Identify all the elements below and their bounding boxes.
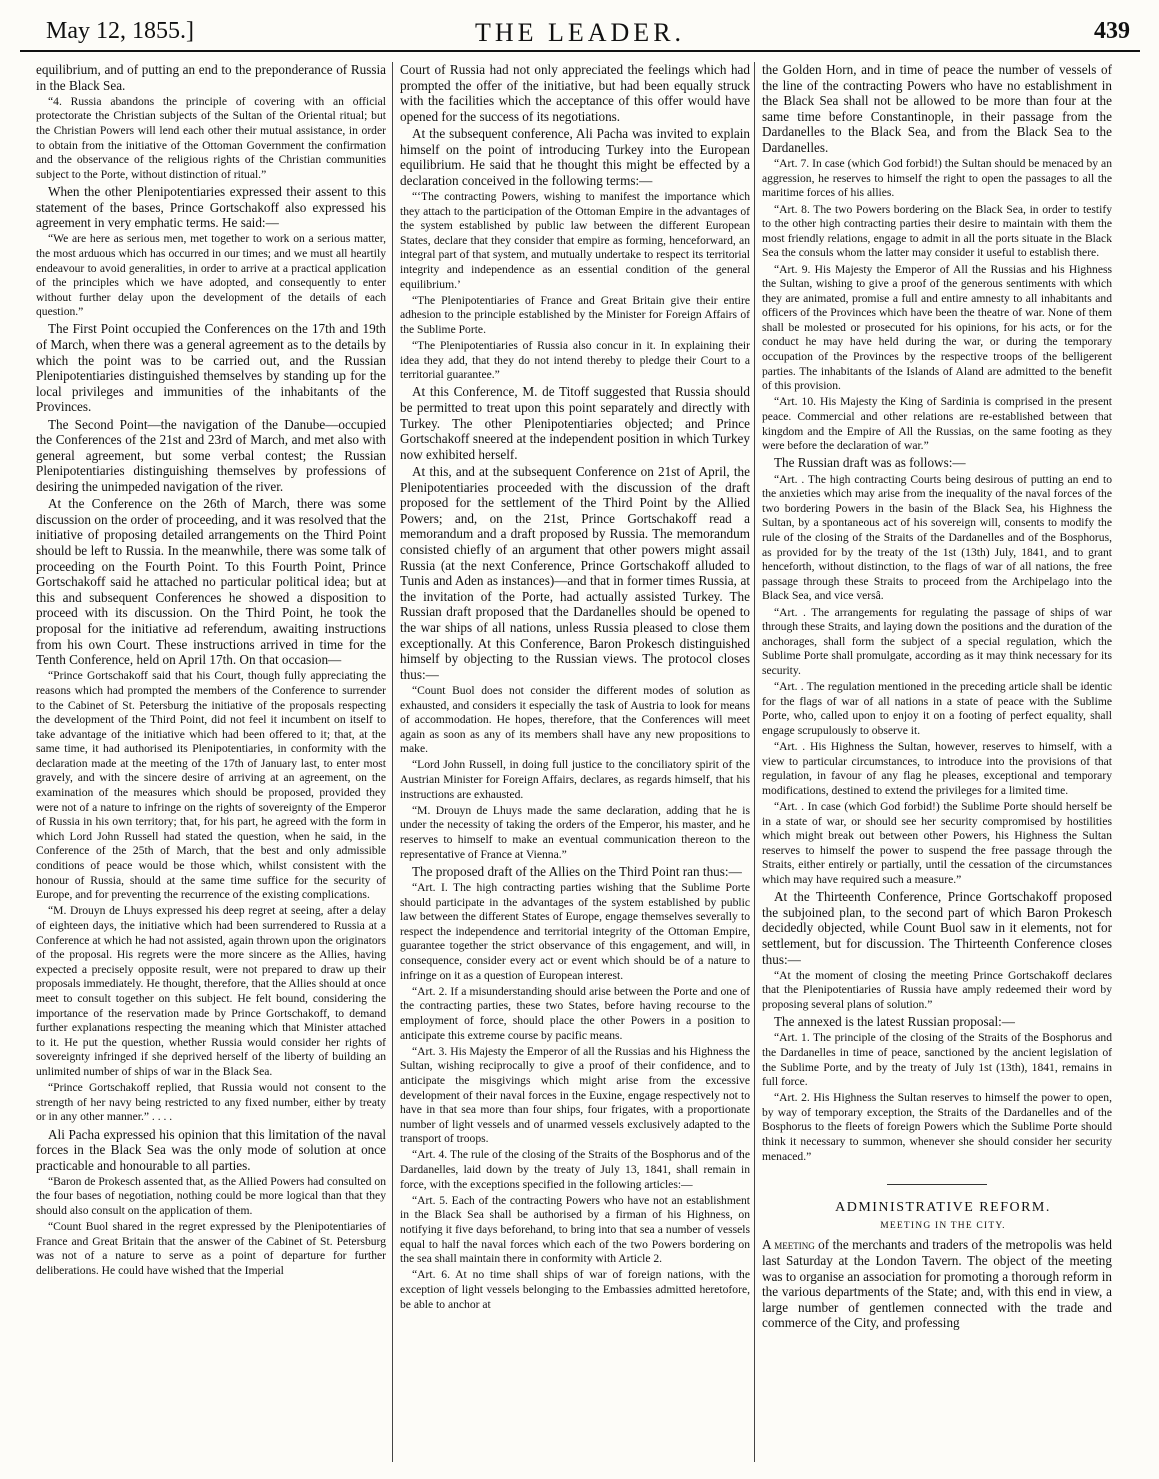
- paragraph: Ali Pacha expressed his opinion that this limitation of the naval forces in the Black Sea was the only mode of solution at once practicable and honourable to all parties.: [36, 1126, 386, 1173]
- section-lead-word: A meeting: [762, 1237, 815, 1253]
- paragraph: At the Conference on the 26th of March, there was some discussion on the order of proceeding, and it was resolved that the initiative of proposing detailed arrangements on the Third Point should be left to Russia. In the meanwhile, there was some talk of proceeding on the Fourth Point. To this Fourth Point, Prince Gortschakoff said he attached no particular political idea; but at this and subsequent Conferences he showed a disposition to proceed with its discussion. On the Third Point, he took the proposal for the initiative ad referendum, awaiting instructions from his own Court. These instructions arrived in time for the Tenth Conference, held on April 17th. On that occasion—: [36, 496, 386, 668]
- paragraph: “The Plenipotentiaries of Russia also concur in it. In explaining their idea they add, that they do not intend thereby to pledge their Court to a territorial guarantee.”: [400, 339, 750, 382]
- column-divider: [754, 62, 755, 1462]
- paragraph: “Prince Gortschakoff said that his Court, though fully appreciating the reasons which had prompted the members of the Conference to surrender to the Cabinet of St. Petersburg the initiative of the proposals respecting the development of the Third Point, did not feel it incumbent on itself to take advantage of the initiative which had been offered to it; that, at the same time, it had authorised its Plenipotentiaries, in conformity with the declaration made at the meeting of the 17th of January last, to enter most gravely, and with the sincere desire of arriving at an agreement, on the examination of the measures which should be proposed, provided they were not of a nature to infringe on the rights of sovereignty of the Emperor of Russia in his own territory; that, for his part, he agreed with the form in which Lord John Russell had stated the question, when he said, in the Conference of the 25th of March, that the best and only admissible conditions of peace would be those which, whilst consistent with the honour of Russia, should at the same time suffice for the security of Europe, and for preventing the recurrence of the existing complications.: [36, 669, 386, 902]
- paragraph: At the subsequent conference, Ali Pacha was invited to explain himself on the point of introducing Turkey into the European equilibrium. He said that he thought this might be effected by a declaration conceived in the following terms:—: [400, 125, 750, 188]
- page-header: [20, 10, 1140, 52]
- paragraph: At the Thirteenth Conference, Prince Gortschakoff proposed the subjoined plan, to the second part of which Baron Prokesch decidedly objected, while Count Buol saw in it elements, not for settlement, but for discussion. The Thirteenth Conference closes thus:—: [762, 889, 1112, 967]
- paragraph: “Baron de Prokesch assented that, as the Allied Powers had consulted on the four bases of negotiation, nothing could be more logical than that they should also consult on the application of them.: [36, 1174, 386, 1218]
- paragraph: The First Point occupied the Conferences on the 17th and 19th of March, when there was a general agreement as to the details by which the point was to be carried out, and the Russian Plenipotentiaries distinguished themselves by standing up for the local privileges and immunities of the inhabitants of the Provinces.: [36, 321, 386, 415]
- newspaper-title: THE LEADER.: [474, 18, 686, 47]
- column-3-paragraphs: [762, 62, 1112, 1164]
- paragraph: “M. Drouyn de Lhuys made the same declaration, adding that he is under the necessity of taking the orders of the Emperor, his master, and he reserves to himself to make an eventual communication thereon to the representative of France at Vienna.”: [400, 803, 750, 861]
- section-heading: ADMINISTRATIVE REFORM.: [835, 1200, 1051, 1216]
- paragraph: Court of Russia had not only appreciated the feelings which had prompted the offer of the initiative, but had been equally struck with the facilities which the acceptance of this offer would have opened for the success of its negotiations.: [400, 62, 750, 124]
- column-1: [36, 62, 386, 1462]
- section-subheading: MEETING IN THE CITY.: [880, 1220, 1006, 1231]
- paragraph: the Golden Horn, and in time of peace the number of vessels of the line of the contracting Powers who have no establishment in the Black Sea shall not be allowed to be more than four at the same time before Constantinople, in their passage from the Dardanelles to the Black Sea, and from the Black Sea to the Dardanelles.: [762, 62, 1112, 155]
- column-3: [762, 62, 1112, 1462]
- paragraph: “The Plenipotentiaries of France and Great Britain give their entire adhesion to the principle established by the Minister for Foreign Affairs of the Sublime Porte.: [400, 293, 750, 336]
- paragraph: The proposed draft of the Allies on the Third Point ran thus:—: [412, 863, 742, 879]
- paragraph: “Art. 2. If a misunderstanding should arise between the Porte and one of the contracting parties, these two States, before having recourse to the employment of force, should place the other Powers in a position to anticipate this extreme course by pacific means.: [400, 984, 750, 1042]
- paragraph: “Art. 6. At no time shall ships of war of foreign nations, with the exception of light vessels belonging to the Embassies admitted heretofore, be able to anchor at: [400, 1268, 750, 1311]
- paragraph: “Count Buol shared in the regret expressed by the Plenipotentiaries of France and Great Britain that the answer of the Cabinet of St. Petersburg was not of a nature to serve as a point of departure for further deliberations. He could have wished that the Imperial: [36, 1220, 386, 1278]
- paragraph: “Art. 7. In case (which God forbid!) the Sultan should be menaced by an aggression, he reserves to himself the right to open the passages to all the maritime forces of his allies.: [762, 157, 1112, 200]
- page-number: 439: [1094, 18, 1130, 44]
- column-divider: [392, 62, 393, 1462]
- paragraph: “Art. 8. The two Powers bordering on the Black Sea, in order to testify to the other high contracting parties their desire to maintain with them the most friendly relations, engage to admit in all the ports situate in the Black Sea the consuls whom the latter may consider it useful to establish there.: [762, 202, 1112, 260]
- paragraph: equilibrium, and of putting an end to the preponderance of Russia in the Black Sea.: [36, 62, 386, 93]
- paragraph: The Second Point—the navigation of the Danube—occupied the Conferences of the 21st and 23rd of March, and met also with general agreement, but some verbal contest; the Russian Plenipotentiaries distinguishing themselves by professions of desiring the unimpeded navigation of the river.: [36, 416, 386, 494]
- paragraph: “Art. 5. Each of the contracting Powers who have not an establishment in the Black Sea shall be authorised by a firman of his Highness, on notifying it five days beforehand, to bring into that sea a number of vessels equal to half the naval forces which each of the two Powers bordering on the sea shall maintain there in conformity with Article 2.: [400, 1193, 750, 1266]
- paragraph: The Russian draft was as follows:—: [774, 455, 966, 471]
- paragraph: “Art. . His Highness the Sultan, however, reserves to himself, with a view to particular circumstances, to introduce into the provisions of that regulation, in favour of any flag he pleases, exceptional and temporary modifications, destined to extend the privileges for a limited time.: [762, 740, 1112, 797]
- section-body: [762, 1237, 1112, 1331]
- paragraph: “Art. 2. His Highness the Sultan reserves to himself the power to open, by way of temporary exception, the Straits of the Dardanelles and of the Bosphorus to the fleets of foreign Powers which the Sublime Porte should think it necessary to summon, whenever she should consider her security menaced.”: [762, 1091, 1112, 1163]
- paragraph: “Count Buol does not consider the different modes of solution as exhausted, and considers it especially the task of Austria to look for means of accommodation. He hopes, therefore, that the Conferences will meet again as soon as any of its members shall have any new propositions to make.: [400, 683, 750, 756]
- paragraph: The annexed is the latest Russian proposal:—: [774, 1014, 1015, 1030]
- paragraph: At this, and at the subsequent Conference on 21st of April, the Plenipotentiaries proceeded with the discussion of the draft proposed for the settlement of the Third Point by the Allied Powers; and, on the 21st, Prince Gortschakoff read a memorandum and a draft proposed by Russia. The memorandum consisted chiefly of an argument that other powers might assail Russia (at the next Conference, Prince Gortschakoff alluded to Tunis and Aden as instances)—and that in former times Russia, at the invitation of the Porte, had actually assisted Turkey. The Russian draft proposed that the Dardanelles should be opened to the war ships of all nations, unless Russia pleased to close them exceptionally. At this Conference, Baron Prokesch distinguished himself by objecting to the Russian views. The protocol closes thus:—: [400, 464, 750, 682]
- paragraph: “Art. 9. His Majesty the Emperor of All the Russias and his Highness the Sultan, wishing to give a proof of the generous sentiments with which they are animated, promise a full and entire amnesty to all inhabitants and officers of the Provinces which have been the theatre of war. None of them shall be molested or prosecuted for his opinions, for his acts, or for the conduct he may have held during the war, or during the temporary occupation of the Provinces by the respective troops of the belligerent parties. The inhabitants of the Islands of Aland are admitted to the benefit of this provision.: [762, 262, 1112, 393]
- paragraph: “‘The contracting Powers, wishing to manifest the importance which they attach to the participation of the Ottoman Empire in the advantages of the system established by public law between the different European States, declare that they consider that empire as forming, henceforward, an integral part of that system, and mutually undertake to respect its territorial integrity and independence as an essential condition of the general equilibrium.’: [400, 189, 750, 291]
- paragraph: “We are here as serious men, met together to work on a serious matter, the most arduous which has occurred in our times; and we must all heartily endeavour to avoid generalities, in order to arrive at a practical application of the principles which we have adopted, and consequently to enter without further delay upon the development of the details of each question.”: [36, 232, 386, 319]
- paragraph: “Prince Gortschakoff replied, that Russia would not consent to the strength of her navy being restricted to any fixed number, either by treaty or in any other manner.” . . . .: [36, 1081, 386, 1124]
- column-2: [400, 62, 750, 1462]
- paragraph: “Art. . The regulation mentioned in the preceding article shall be identic for the flags of war of all nations in a state of peace with the Sublime Porte, who, called upon to enjoy it on a footing of perfect equality, shall engage scrupulously to observe it.: [762, 680, 1112, 737]
- paragraph: “At the moment of closing the meeting Prince Gortschakoff declares that the Plenipotentiaries of Russia have amply redeemed their word by proposing several plans of solution.”: [762, 968, 1112, 1011]
- paragraph: “M. Drouyn de Lhuys expressed his deep regret at seeing, after a delay of eighteen days, the initiative which had been surrendered to Russia at a Conference at which he had not assisted, again thrown upon the originators of the proposal. His regrets were the more sincere as the Allies, having expected a precisely opposite result, were not prepared to draw up their proposals immediately. He thought, therefore, that the Allies should at once meet to consult together on this subject. He felt bound, considering the importance of the reservation made by Prince Gortschakoff, to demand further explanations respecting the meaning which that Minister attached to it. He put the question, whether Russia would consider her rights of sovereignty infringed if she deprived herself of the liberty of building an unlimited number of ships of war in the Black Sea.: [36, 904, 386, 1078]
- paragraph: “Art. 3. His Majesty the Emperor of all the Russias and his Highness the Sultan, wishing reciprocally to give a proof of their confidence, and to anticipate the misgivings which might arise from the excessive development of their naval forces in the Euxine, engage respectively not to have in that sea more than four ships, four frigates, with a proportionate number of light vessels and of unarmed vessels exclusively adapted to the transport of troops.: [400, 1044, 750, 1146]
- paragraph: “Art. . The arrangements for regulating the passage of ships of war through these Straits, and laying down the positions and the duration of the anchorages, shall form the subject of a special regulation, which the Sublime Porte shall promulgate, according as it may think necessary for its security.: [762, 605, 1112, 677]
- paragraph: “Art. . The high contracting Courts being desirous of putting an end to the anxieties which may arise from the inequality of the naval forces of the two bordering Powers in the basin of the Black Sea, his Highness the Sultan, by a spontaneous act of his sovereign will, consents to modify the rule of the closing of the Straits of the Dardanelles and of the Bosphorus, as provided for by the treaty of the 1st (13th) July, 1841, and to grant henceforth, without distinction, to the flags of war of all nations, the free passage through these Straits to proceed from the Archipelago into the Black Sea, and vice versâ.: [762, 472, 1112, 603]
- paragraph: “Art. 4. The rule of the closing of the Straits of the Bosphorus and of the Dardanelles, laid down by the treaty of July 13, 1841, shall remain in force, with the exceptions specified in the following articles:—: [400, 1148, 750, 1191]
- paragraph: “Art. I. The high contracting parties wishing that the Sublime Porte should participate in the advantages of the system established by public law between the different States of Europe, engage themselves severally to respect the independence and territorial integrity of the Ottoman Empire, guarantee together the strict observance of this engagement, and will, in consequence, consider every act or event which should be of a nature to infringe on it as a question of European interest.: [400, 881, 750, 982]
- paragraph: “Art. 1. The principle of the closing of the Straits of the Bosphorus and the Dardanelles in time of peace, sanctioned by the ancient legislation of the Sublime Porte, and by the treaty of July 1st (13th), 1841, remains in full force.: [762, 1031, 1112, 1089]
- paragraph: “Lord John Russell, in doing full justice to the conciliatory spirit of the Austrian Minister for Foreign Affairs, declares, as regards himself, that his instructions are exhausted.: [400, 758, 750, 801]
- paragraph: “Art. . In case (which God forbid!) the Sublime Porte should herself be in a state of war, or should see her security compromised by hostilities which might break out between other Powers, his Highness the Sultan reserves to himself the power to suspend the free passage through the Straits, either entirely or partially, until the cessation of the circumstances which may have required such a measure.”: [762, 800, 1112, 886]
- issue-date: May 12, 1855.]: [46, 18, 194, 44]
- paragraph: “4. Russia abandons the principle of covering with an official protectorate the Christian subjects of the Sultan of the Oriental ritual; but the Christian Powers will lend each other their mutual assistance, in order to obtain from the initiative of the Ottoman Government the confirmation and the observance of the religious rights of the Christian communities subject to the Porte, without distinction of ritual.”: [36, 94, 386, 181]
- paragraph: When the other Plenipotentiaries expressed their assent to this statement of the bases, Prince Gortschakoff also expressed his agreement in very emphatic terms. He said:—: [36, 183, 386, 231]
- section-divider: [887, 1184, 987, 1185]
- paragraph: At this Conference, M. de Titoff suggested that Russia should be permitted to treat upon this point separately and directly with Turkey. The other Plenipotentiaries objected; and Prince Gortschakoff sneered at the independent position in which Turkey now exhibited herself.: [400, 384, 750, 462]
- section-body-text: of the merchants and traders of the metropolis was held last Saturday at the London Tavern. The object of the meeting was to organise an association for promoting a thorough reform in the various departments of the State; and, with this end in view, a large number of gentlemen connected with the trade and commerce of the City, and professing: [762, 1237, 1112, 1331]
- paragraph: “Art. 10. His Majesty the King of Sardinia is comprised in the present peace. Commercial and other relations are re-established between that kingdom and the Empire of All the Russias, on the same footing as they were before the declaration of war.”: [762, 395, 1112, 453]
